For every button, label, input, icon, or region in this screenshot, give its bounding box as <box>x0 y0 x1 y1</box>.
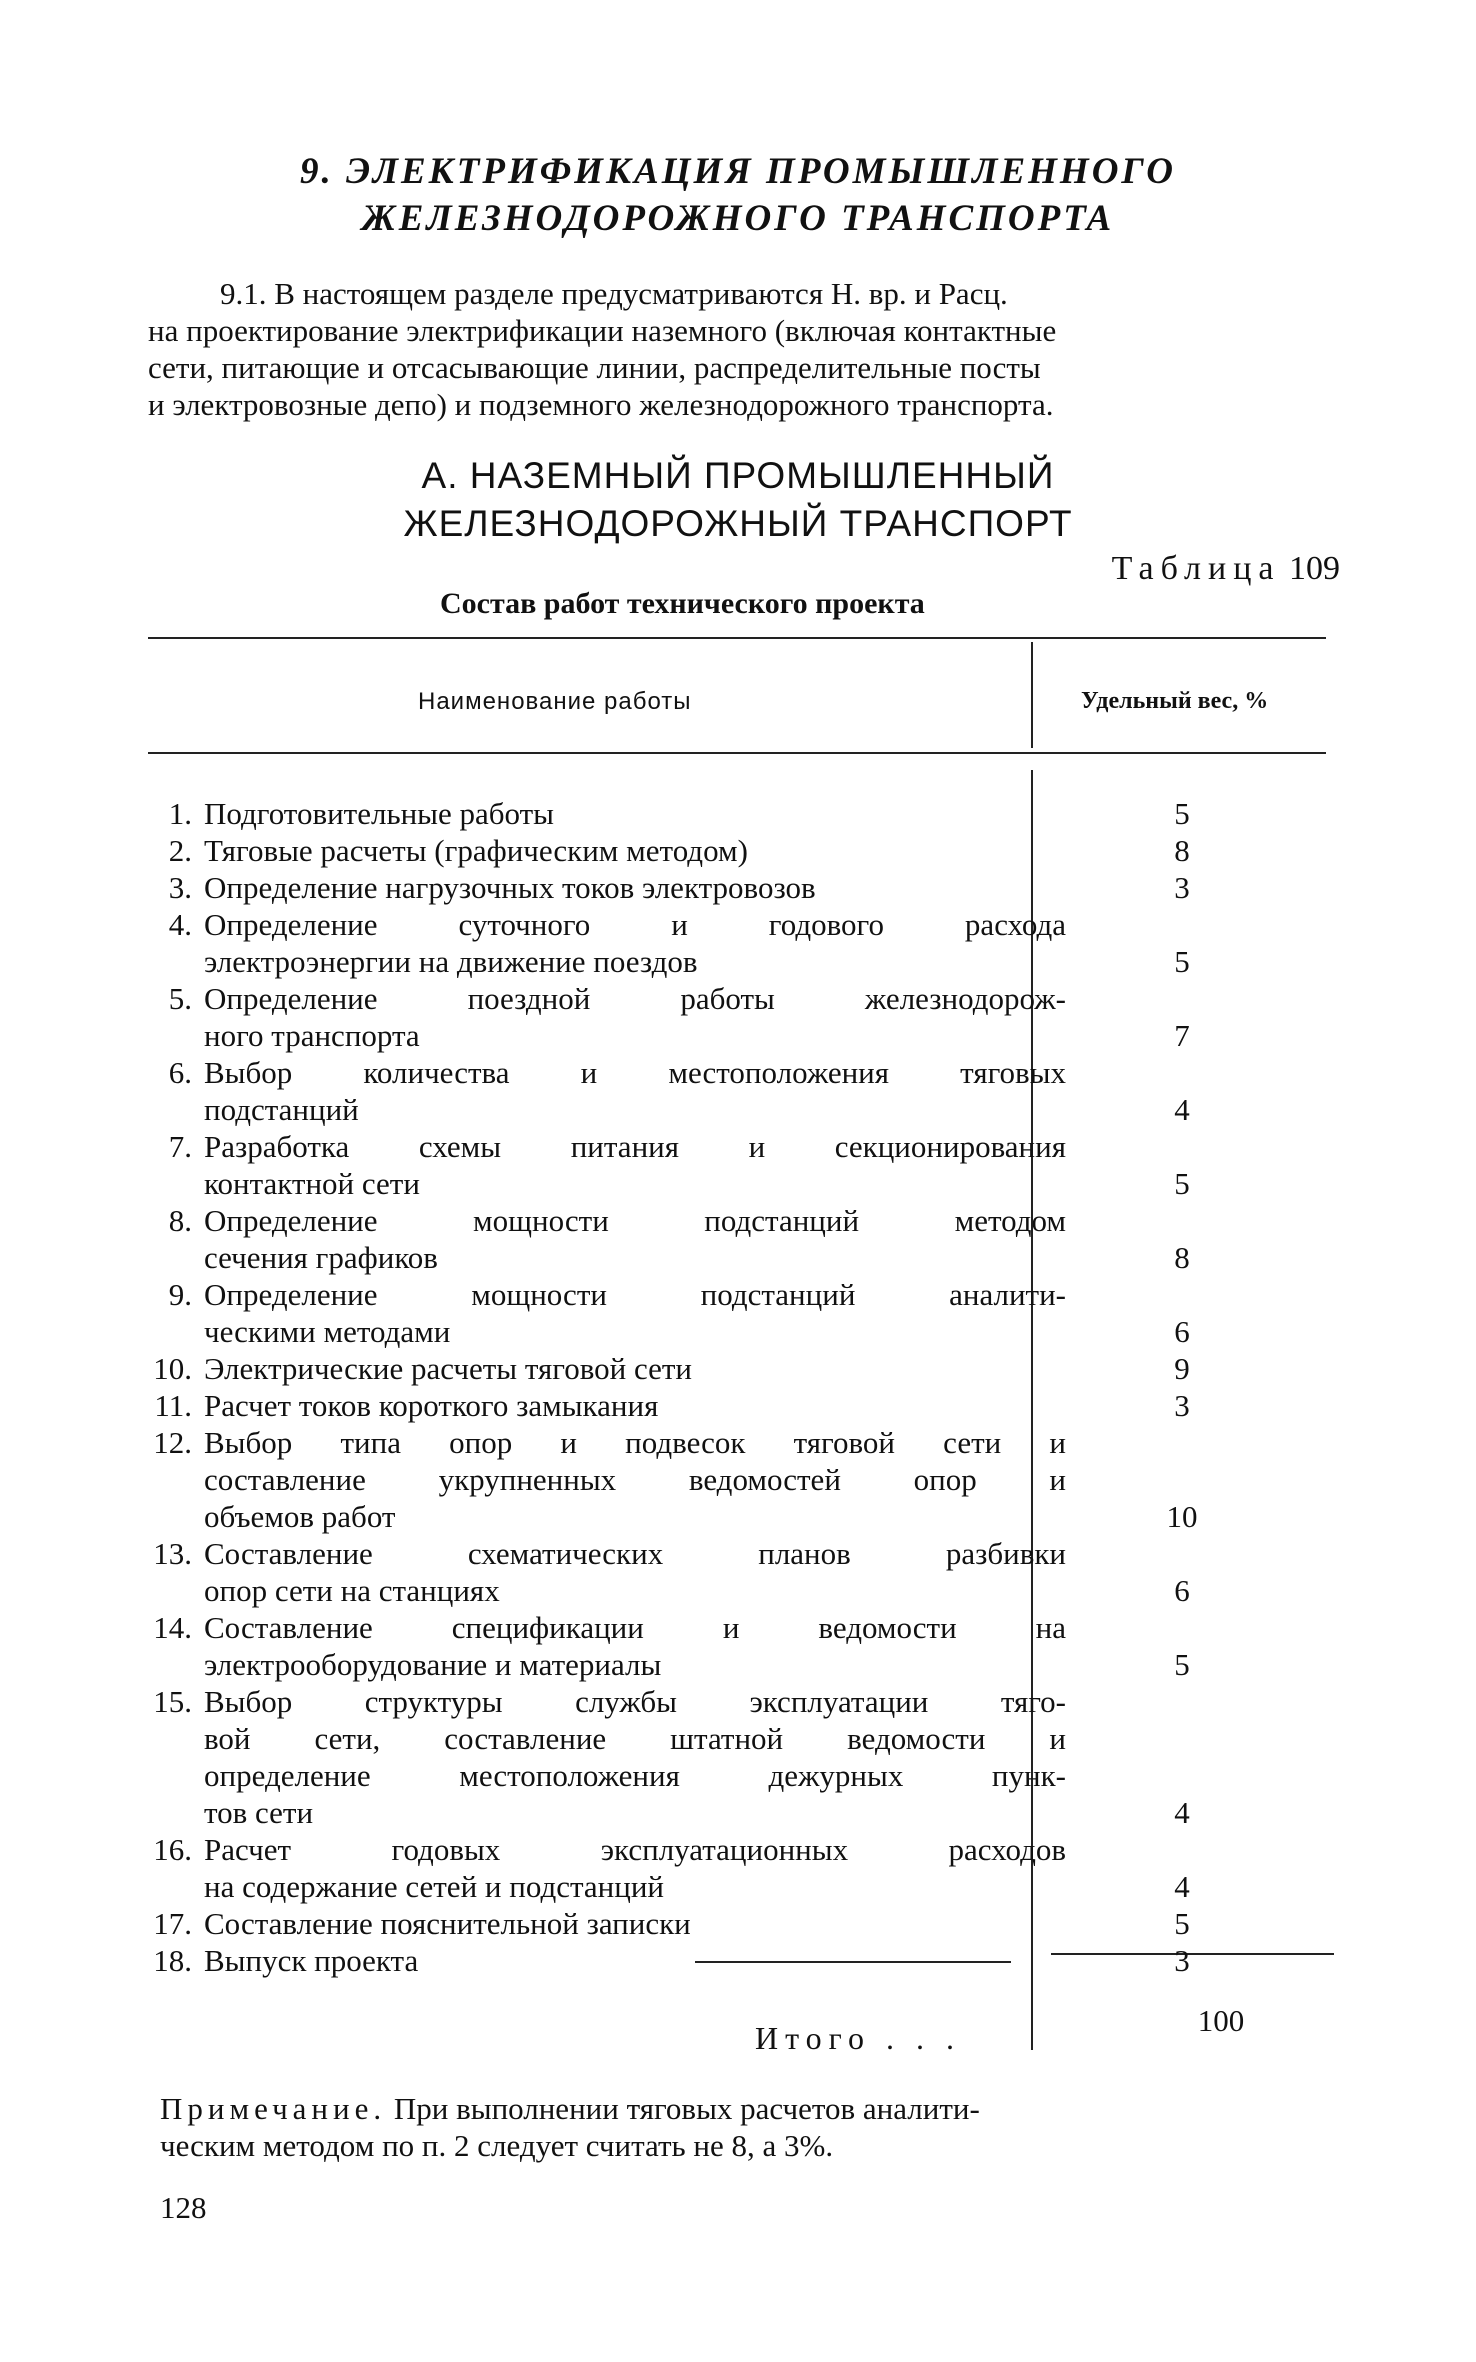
intro-line: 9.1. В настоящем разделе предусматриваются Н. вр. и Расц. <box>220 276 1008 311</box>
row-value: 5 <box>1174 796 1190 831</box>
note-text: При выполнении тяговых расчетов аналити- <box>393 2091 980 2126</box>
row-text-line: Определение поездной работы железнодорож- <box>204 981 1066 1016</box>
row-text-line: Выбор типа опор и подвесок тяговой сети и <box>204 1425 1066 1460</box>
part-title-line1: А. НАЗЕМНЫЙ ПРОМЫШЛЕННЫЙ <box>421 455 1055 496</box>
row-value: 8 <box>1174 833 1190 868</box>
row-text-line: Определение мощности подстанций аналити- <box>204 1277 1066 1312</box>
table-number <box>1112 550 1340 588</box>
row-text-line: Электрические расчеты тяговой сети <box>204 1351 693 1386</box>
total-value: 100 <box>1197 2003 1245 2038</box>
row-text-line: Тяговые расчеты (графическим методом) <box>204 833 748 868</box>
row-text-line: вой сети, составление штатной ведомости и <box>204 1721 1066 1756</box>
intro-line: и электровозные депо) и подземного железнодорожного транспорта. <box>148 387 1054 422</box>
total-label: Итого . . . <box>755 2020 961 2056</box>
row-number: 1. <box>168 796 192 831</box>
row-value: 9 <box>1174 1351 1190 1386</box>
row-number: 14. <box>153 1610 192 1645</box>
table-header-rule <box>148 752 1326 754</box>
row-text-line: тов сети <box>204 1795 314 1830</box>
row-text-line: опор сети на станциях <box>204 1573 500 1608</box>
header-column-divider <box>1031 642 1033 748</box>
row-value: 4 <box>1174 1795 1190 1830</box>
page-number: 128 <box>160 2190 207 2225</box>
row-number: 12. <box>153 1425 192 1460</box>
row-text-line: Расчет токов короткого замыкания <box>204 1388 659 1423</box>
row-text-line: составление укрупненных ведомостей опор и <box>204 1462 1066 1497</box>
row-value: 7 <box>1174 1018 1190 1053</box>
note-line-2: ческим методом по п. 2 следует считать не 8, а 3%. <box>160 2128 834 2163</box>
row-value: 5 <box>1174 944 1190 979</box>
row-text-line: подстанций <box>204 1092 359 1127</box>
row-text-line: электрооборудование и материалы <box>204 1647 662 1682</box>
row-value: 3 <box>1174 1388 1190 1423</box>
row-text-line: на содержание сетей и подстанций <box>204 1869 665 1904</box>
row-text-line: Определение суточного и годового расхода <box>204 907 1066 942</box>
note-label: Примечание. <box>160 2091 387 2126</box>
row-value: 5 <box>1174 1647 1190 1682</box>
row-number: 6. <box>168 1055 192 1090</box>
row-text-line: Выбор структуры службы эксплуатации тяго- <box>204 1684 1066 1719</box>
row-value: 10 <box>1166 1499 1198 1534</box>
row-text-line: Определение мощности подстанций методом <box>204 1203 1066 1238</box>
intro-line: сети, питающие и отсасывающие линии, распределительные посты <box>148 350 1041 385</box>
intro-paragraph <box>148 275 1338 423</box>
row-value: 8 <box>1174 1240 1190 1275</box>
table-number-value: 109 <box>1289 550 1340 587</box>
row-value: 3 <box>1174 1943 1190 1978</box>
row-value: 4 <box>1174 1092 1190 1127</box>
row-number: 4. <box>168 907 192 942</box>
row-text-line: Разработка схемы питания и секционирования <box>204 1129 1066 1164</box>
note-line-1 <box>160 2090 1360 2127</box>
row-number: 17. <box>153 1906 192 1941</box>
row-number: 9. <box>168 1277 192 1312</box>
note <box>160 2090 1360 2164</box>
intro-line: на проектирование электрификации наземного (включая контактные <box>148 313 1057 348</box>
row-text-line: Выпуск проекта <box>204 1943 419 1978</box>
part-title-line2: ЖЕЛЕЗНОДОРОЖНЫЙ ТРАНСПОРТ <box>403 503 1073 544</box>
row-text-line: определение местоположения дежурных пунк- <box>204 1758 1066 1793</box>
row-number: 18. <box>153 1943 192 1978</box>
row-text-line: Выбор количества и местоположения тяговых <box>204 1055 1066 1090</box>
row-number: 10. <box>153 1351 192 1386</box>
row-value: 5 <box>1174 1906 1190 1941</box>
row-text-line: сечения графиков <box>204 1240 438 1275</box>
column-header-name: Наименование работы <box>418 688 692 715</box>
row-number: 2. <box>168 833 192 868</box>
section-title-line2: ЖЕЛЕЗНОДОРОЖНОГО ТРАНСПОРТА <box>361 198 1115 239</box>
row-text-line: электроэнергии на движение поездов <box>204 944 698 979</box>
row-number: 11. <box>154 1388 192 1423</box>
column-header-weight: Удельный вес, % <box>1081 688 1269 714</box>
row-text-line: Подготовительные работы <box>204 796 555 831</box>
row-text-line: Составление пояснительной записки <box>204 1906 691 1941</box>
row-number: 15. <box>153 1684 192 1719</box>
table-label: Таблица <box>1111 550 1281 587</box>
row-text-line: Составление схематических планов разбивки <box>204 1536 1066 1571</box>
row-text-line: ческими методами <box>204 1314 451 1349</box>
row-text-line: ного транспорта <box>204 1018 420 1053</box>
row-text-line: Расчет годовых эксплуатационных расходов <box>204 1832 1066 1867</box>
row-text-line: Определение нагрузочных токов электровозов <box>204 870 816 905</box>
row-number: 7. <box>168 1129 192 1164</box>
row-number: 16. <box>153 1832 192 1867</box>
row-number: 3. <box>168 870 192 905</box>
row-number: 13. <box>153 1536 192 1571</box>
row-text-line: контактной сети <box>204 1166 420 1201</box>
row-value: 6 <box>1174 1573 1190 1608</box>
section-title-line1: 9. ЭЛЕКТРИФИКАЦИЯ ПРОМЫШЛЕННОГО <box>300 151 1176 192</box>
row-value: 5 <box>1174 1166 1190 1201</box>
row-number: 5. <box>168 981 192 1016</box>
table-top-rule <box>148 637 1326 639</box>
table-caption: Состав работ технического проекта <box>440 587 925 620</box>
row-text-line: объемов работ <box>204 1499 396 1534</box>
row-text-line: Составление спецификации и ведомости на <box>204 1610 1066 1645</box>
row-value: 6 <box>1174 1314 1190 1349</box>
row-number: 8. <box>168 1203 192 1238</box>
row-value: 4 <box>1174 1869 1190 1904</box>
row-value: 3 <box>1174 870 1190 905</box>
